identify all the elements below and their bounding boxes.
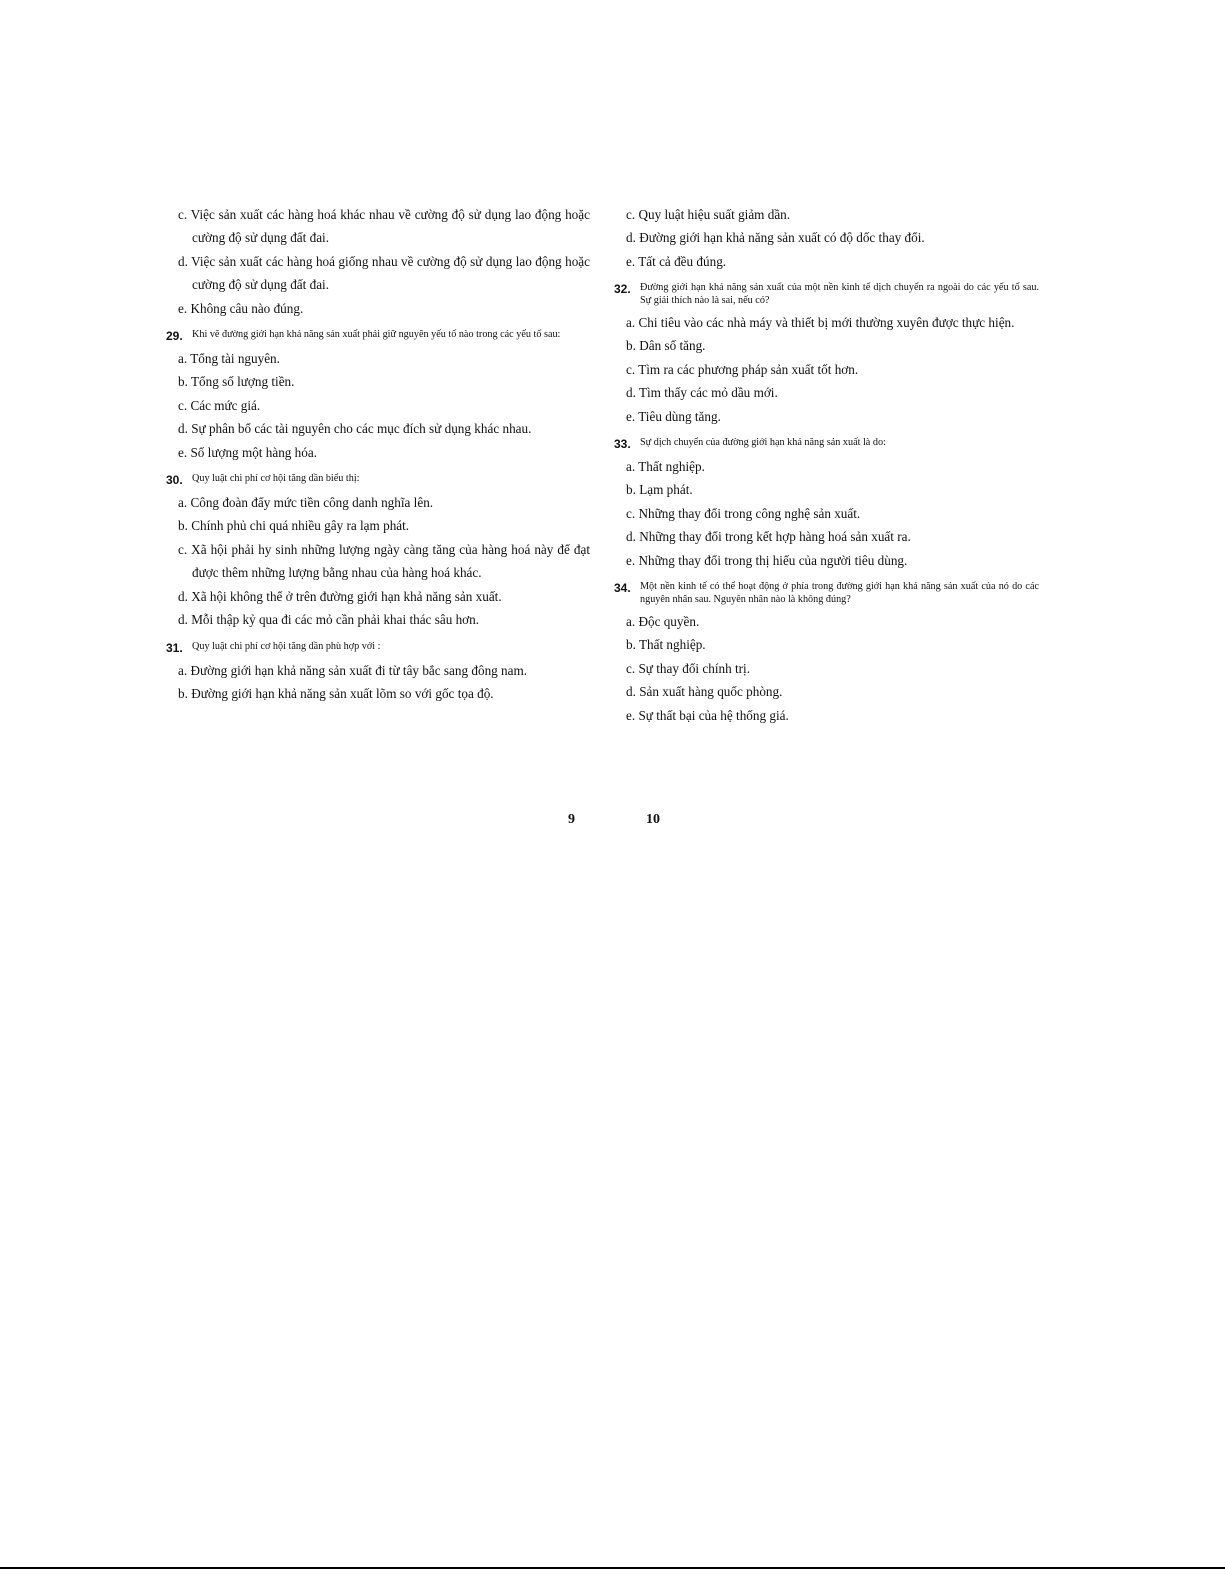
option: c. Sự thay đổi chính trị.: [626, 660, 750, 676]
option: a. Thất nghiệp.: [626, 459, 705, 475]
bottom-border: [0, 1567, 1225, 1569]
question-text: Khi vẽ đường giới hạn khả năng sản xuất phải giữ nguyên yếu tố nào trong các yếu tố sau:: [192, 329, 561, 341]
option: d. Mỗi thập kỷ qua đi các mỏ cần phải khai thác sâu hơn.: [178, 612, 480, 628]
question-number: 29.: [166, 329, 183, 344]
option: b. Dân số tăng.: [626, 338, 706, 354]
option: b. Chính phủ chi quá nhiều gây ra lạm phát.: [178, 518, 410, 534]
option: d. Xã hội không thể ở trên đường giới hạn khả năng sản xuất.: [178, 588, 502, 604]
option: b. Đường giới hạn khả năng sản xuất lõm so với gốc tọa độ.: [178, 685, 494, 701]
question-text: Sự dịch chuyển của đường giới hạn khả năng sản xuất là do:: [640, 437, 886, 449]
option: c. Tìm ra các phương pháp sản xuất tốt hơn.: [626, 361, 859, 377]
option: b. Tổng số lượng tiền.: [178, 374, 295, 390]
question-number: 33.: [614, 437, 631, 452]
option: e. Sự thất bại của hệ thống giá.: [626, 707, 789, 723]
question-text: Một nền kinh tế có thể hoạt động ở phía trong đường giới hạn khả năng sản xuất của nó do các nguyên nhân sau. Nguyên nhân nào là không đúng?: [640, 581, 1039, 605]
option: c. Việc sản xuất các hàng hoá khác nhau về cường độ sử dụng lao động hoặc cường độ sử dụng đất đai.: [178, 207, 590, 246]
question-32: [614, 282, 1039, 307]
option: e. Tất cả đều đúng.: [626, 253, 727, 269]
option: d. Đường giới hạn khả năng sản xuất có độ dốc thay đổi.: [626, 230, 925, 246]
question-30: [166, 473, 590, 487]
option: a. Đường giới hạn khả năng sản xuất đi từ tây bắc sang đông nam.: [178, 662, 528, 678]
question-33: [614, 437, 1039, 451]
question-number: 31.: [166, 640, 183, 655]
question-number: 32.: [614, 282, 631, 297]
option: e. Không câu nào đúng.: [178, 300, 304, 316]
option: a. Độc quyền.: [626, 613, 700, 629]
option: a. Công đoàn đẩy mức tiền công danh nghĩa lên.: [178, 495, 434, 511]
question-31: [166, 641, 590, 655]
option: d. Việc sản xuất các hàng hoá giống nhau về cường độ sử dụng lao động hoặc cường độ sử dụng đất đai.: [178, 253, 590, 293]
option: c. Quy luật hiệu suất giảm dần.: [626, 207, 791, 222]
option: b. Lạm phát.: [626, 482, 693, 498]
option: a. Tổng tài nguyên.: [178, 351, 280, 367]
question-text: Đường giới hạn khả năng sản xuất của một nền kinh tế dịch chuyển ra ngoài do các yếu tố sau. Sự giải thích nào là sai, nếu có?: [640, 282, 1039, 306]
option: d. Sự phân bổ các tài nguyên cho các mục đích sử dụng khác nhau.: [178, 421, 532, 437]
option: d. Tìm thấy các mỏ dầu mới.: [626, 385, 778, 401]
left-page: [166, 203, 590, 705]
option: c. Xã hội phải hy sinh những lượng ngày càng tăng của hàng hoá này để đạt được thêm những lượng bằng nhau của hàng hoá khác.: [178, 541, 590, 581]
option: e. Những thay đổi trong thị hiếu của người tiêu dùng.: [626, 552, 908, 568]
question-text: Quy luật chi phí cơ hội tăng dần phù hợp với :: [192, 640, 381, 652]
question-number: 34.: [614, 581, 631, 596]
option: d. Sản xuất hàng quốc phòng.: [626, 684, 783, 700]
question-number: 30.: [166, 473, 183, 488]
option: a. Chi tiêu vào các nhà máy và thiết bị mới thường xuyên được thực hiện.: [626, 315, 1015, 331]
option: e. Tiêu dùng tăng.: [626, 408, 721, 424]
question-34: [614, 581, 1039, 606]
option: e. Số lượng một hàng hóa.: [178, 444, 318, 460]
option: d. Những thay đổi trong kết hợp hàng hoá sản xuất ra.: [626, 529, 911, 545]
page-number-left: 9: [568, 812, 575, 827]
right-page: [614, 203, 1039, 727]
question-text: Quy luật chi phí cơ hội tăng dần biểu thị:: [192, 473, 360, 485]
option: c. Những thay đổi trong công nghệ sản xuất.: [626, 505, 861, 521]
option: b. Thất nghiệp.: [626, 637, 706, 653]
question-29: [166, 329, 590, 343]
option: c. Các mức giá.: [178, 397, 261, 413]
page-number-right: 10: [646, 812, 660, 827]
